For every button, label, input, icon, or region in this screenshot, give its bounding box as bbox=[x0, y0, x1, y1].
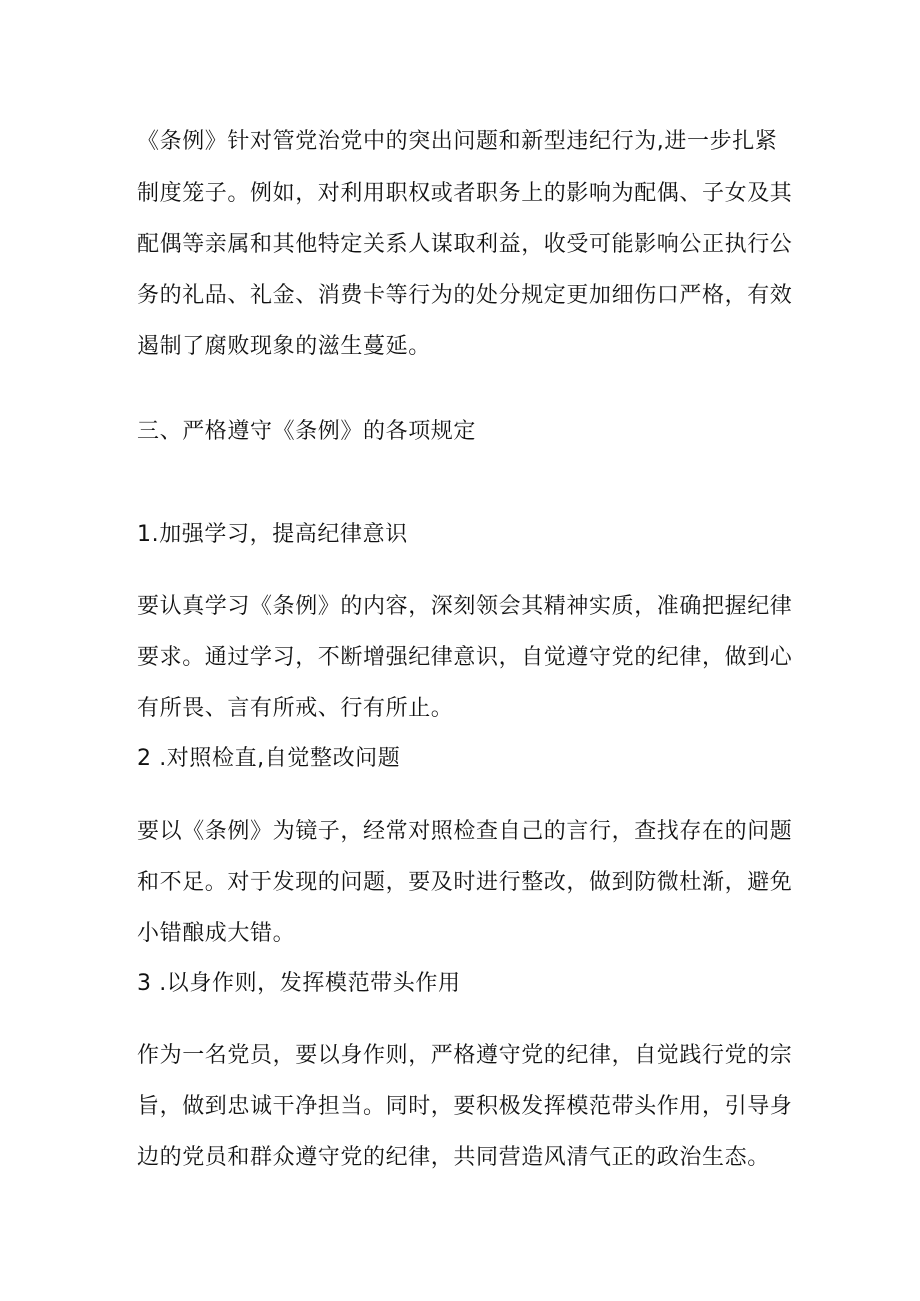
paragraph-line: 制度笼子。例如，对利用职权或者职务上的影响为配偶、子女及其 bbox=[137, 181, 793, 206]
subsection-heading: 1.加强学习，提高纪律意识 bbox=[137, 522, 408, 547]
subsection-heading: 3 .以身作则，发挥模范带头作用 bbox=[137, 971, 461, 996]
paragraph-line: 小错酿成大错。 bbox=[137, 921, 296, 946]
paragraph-line: 作为一名党员，要以身作则，严格遵守党的纪律，自觉践行党的宗 bbox=[137, 1043, 793, 1068]
paragraph-line: 有所畏、言有所戒、行有所止。 bbox=[137, 696, 454, 721]
paragraph-line: 务的礼品、礼金、消费卡等行为的处分规定更加细伤口严格，有效 bbox=[137, 283, 793, 308]
paragraph-line: 配偶等亲属和其他特定关系人谋取利益，收受可能影响公正执行公 bbox=[137, 232, 793, 257]
section-heading: 三、严格遵守《条例》的各项规定 bbox=[137, 419, 477, 444]
paragraph-line: 和不足。对于发现的问题，要及时进行整改，做到防微杜渐，避免 bbox=[137, 870, 793, 895]
paragraph-line: 要以《条例》为镜子，经常对照检查自己的言行，查找存在的问题 bbox=[137, 819, 793, 844]
paragraph-line: 要认真学习《条例》的内容，深刻领会其精神实质，准确把握纪律 bbox=[137, 594, 793, 619]
subsection-heading: 2 .对照检直,自觉整改问题 bbox=[137, 746, 401, 771]
paragraph-line: 边的党员和群众遵守党的纪律，共同营造风清气正的政治生态。 bbox=[137, 1145, 770, 1170]
paragraph-line: 旨，做到忠诚干净担当。同时，要积极发挥模范带头作用，引导身 bbox=[137, 1094, 793, 1119]
paragraph-line: 要求。通过学习，不断增强纪律意识，自觉遵守党的纪律，做到心 bbox=[137, 645, 793, 670]
paragraph-line: 遏制了腐败现象的滋生蔓延。 bbox=[137, 334, 431, 359]
paragraph-line: 《条例》针对管党治党中的突出问题和新型违纪行为,进一步扎紧 bbox=[137, 129, 778, 154]
